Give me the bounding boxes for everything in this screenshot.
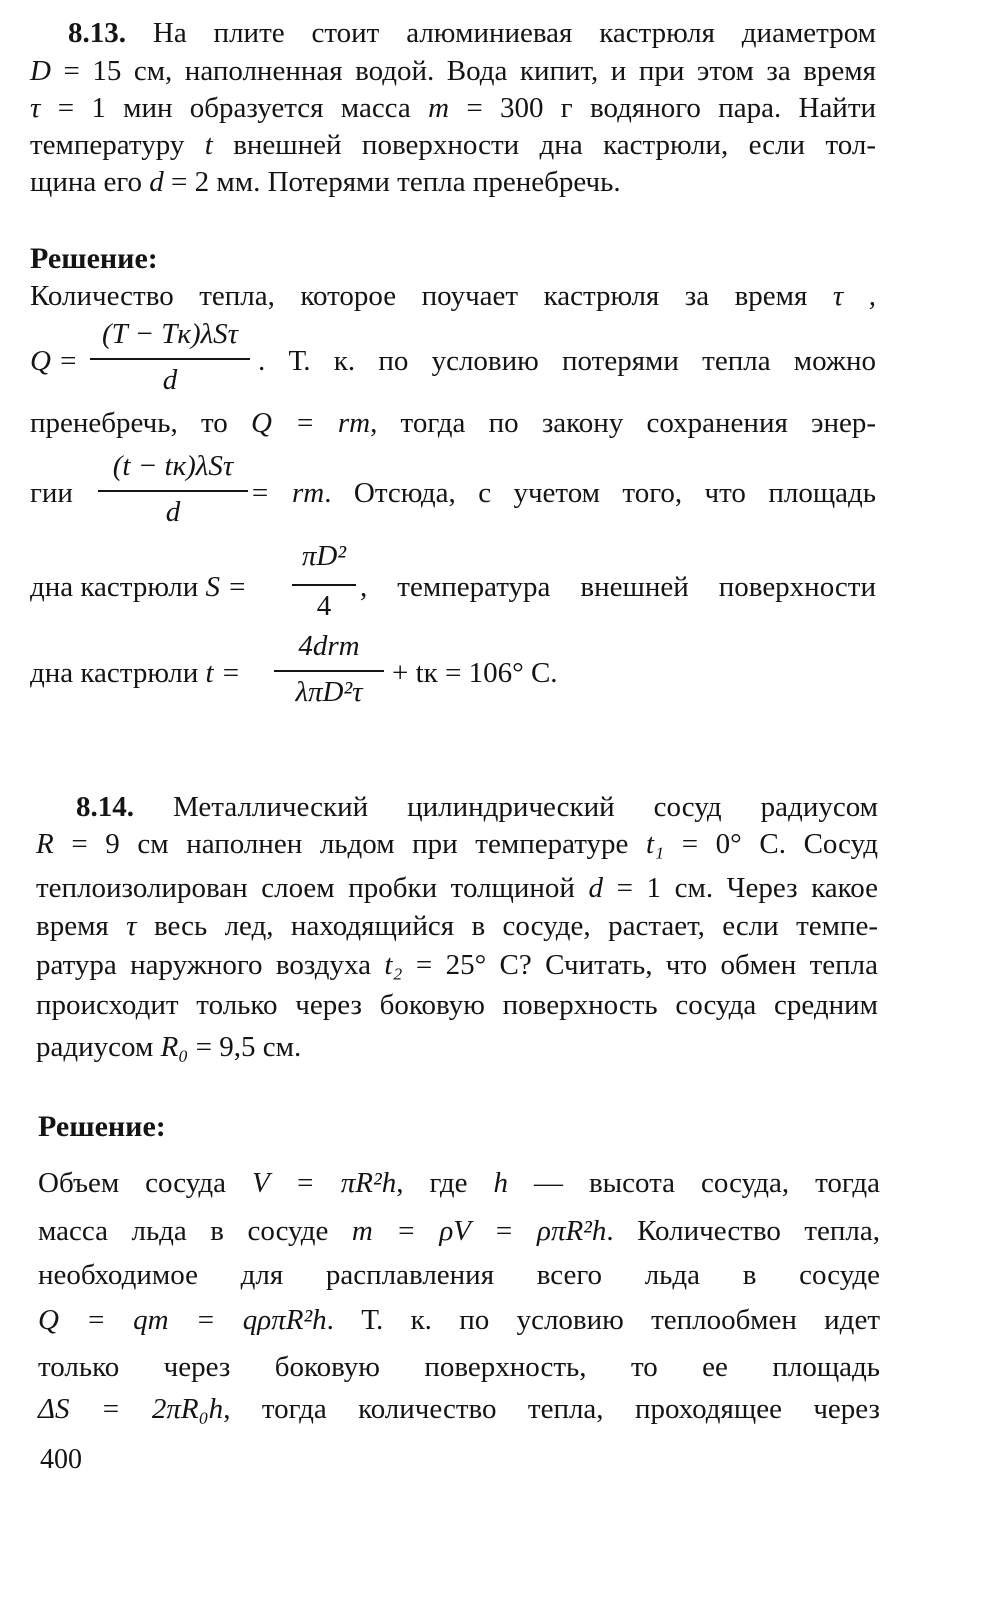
solution-813-line-5a: дна кастрюли S = [30, 571, 247, 603]
solution-814-line-1: Объем сосуда V = πR²h, где h — высота сосуда, тогда [38, 1167, 881, 1199]
solution-813-line-1: Количество тепла, которое поучает кастрюля за время τ , [30, 280, 876, 312]
problem-814-line-7: радиусом R₀ = 9,5 см. [36, 1031, 302, 1063]
problem-814-line-4: время τ весь лед, находящийся в сосуде, растает, если темпе- [36, 910, 879, 942]
formula-bottom-area: πD² 4 [292, 540, 356, 630]
page-number: 400 [40, 1444, 82, 1475]
problem-813-number: 8.13. [68, 17, 126, 49]
solution-813-line-4b: = rm. Отсюда, с учетом того, что площадь [250, 477, 876, 509]
formula-heat-flow: (T − Tк)λSτ d [90, 318, 250, 404]
solution-814-heading: Решение: [38, 1110, 166, 1143]
problem-813-text: На плите стоит алюминиевая кастрюля диаметром [152, 17, 877, 49]
problem-813-line-1 [68, 16, 876, 50]
problem-813-line-2: D = 15 см, наполненная водой. Вода кипит, и при этом за время [30, 55, 876, 87]
problem-814-line-6: происходит только через боковую поверхность сосуда средним [36, 989, 878, 1021]
solution-814-line-4: Q = qm = qρπR²h. Т. к. по условию теплообмен идет [38, 1304, 880, 1336]
solution-813-heading: Решение: [30, 242, 158, 275]
solution-814-line-3: необходимое для расплавления всего льда в сосуде [38, 1259, 880, 1291]
solution-813-line-5b: , температура внешней поверхности [360, 571, 876, 603]
solution-813-line-2: . Т. к. по условию потерями тепла можно [258, 345, 876, 377]
problem-814-line-1: 8.14. Металлический цилиндрический сосуд радиусом [76, 791, 879, 823]
formula-energy-balance: (t − tк)λSτ d [98, 450, 248, 536]
problem-814-line-2: R = 9 см наполнен льдом при температуре t₁ = 0° С. Сосуд [36, 828, 879, 860]
solution-813-line-6a: дна кастрюли t = [30, 657, 241, 689]
problem-813-line-5: щина его d = 2 мм. Потерями тепла пренебречь. [30, 166, 621, 198]
problem-814-line-5: ратура наружного воздуха t₂ = 25° С? Считать, что обмен тепла [36, 949, 879, 981]
solution-813-result: + tк = 106° С. [392, 657, 558, 689]
solution-813-line-4a: гии [30, 477, 73, 509]
solution-814-line-2: масса льда в сосуде m = ρV = ρπR²h. Количество тепла, [38, 1215, 881, 1247]
problem-814-line-3: теплоизолирован слоем пробки толщиной d = 1 см. Через какое [36, 872, 879, 904]
solution-813-q-equals: Q = [30, 345, 78, 377]
solution-814-line-5: только через боковую поверхность, то ее площадь [38, 1351, 880, 1383]
problem-814-number: 8.14. [76, 791, 134, 823]
formula-temperature: 4drm λπD²τ [274, 630, 384, 720]
problem-813-line-4: температуру t внешней поверхности дна кастрюли, если тол- [30, 129, 877, 161]
solution-814-line-6: ΔS = 2πR₀h, тогда количество тепла, проходящее через [38, 1393, 880, 1425]
solution-813-line-3: пренебречь, то Q = rm, тогда по закону сохранения энер- [30, 407, 877, 439]
problem-813-line-3: τ = 1 мин образуется масса m = 300 г водяного пара. Найти [30, 92, 877, 124]
